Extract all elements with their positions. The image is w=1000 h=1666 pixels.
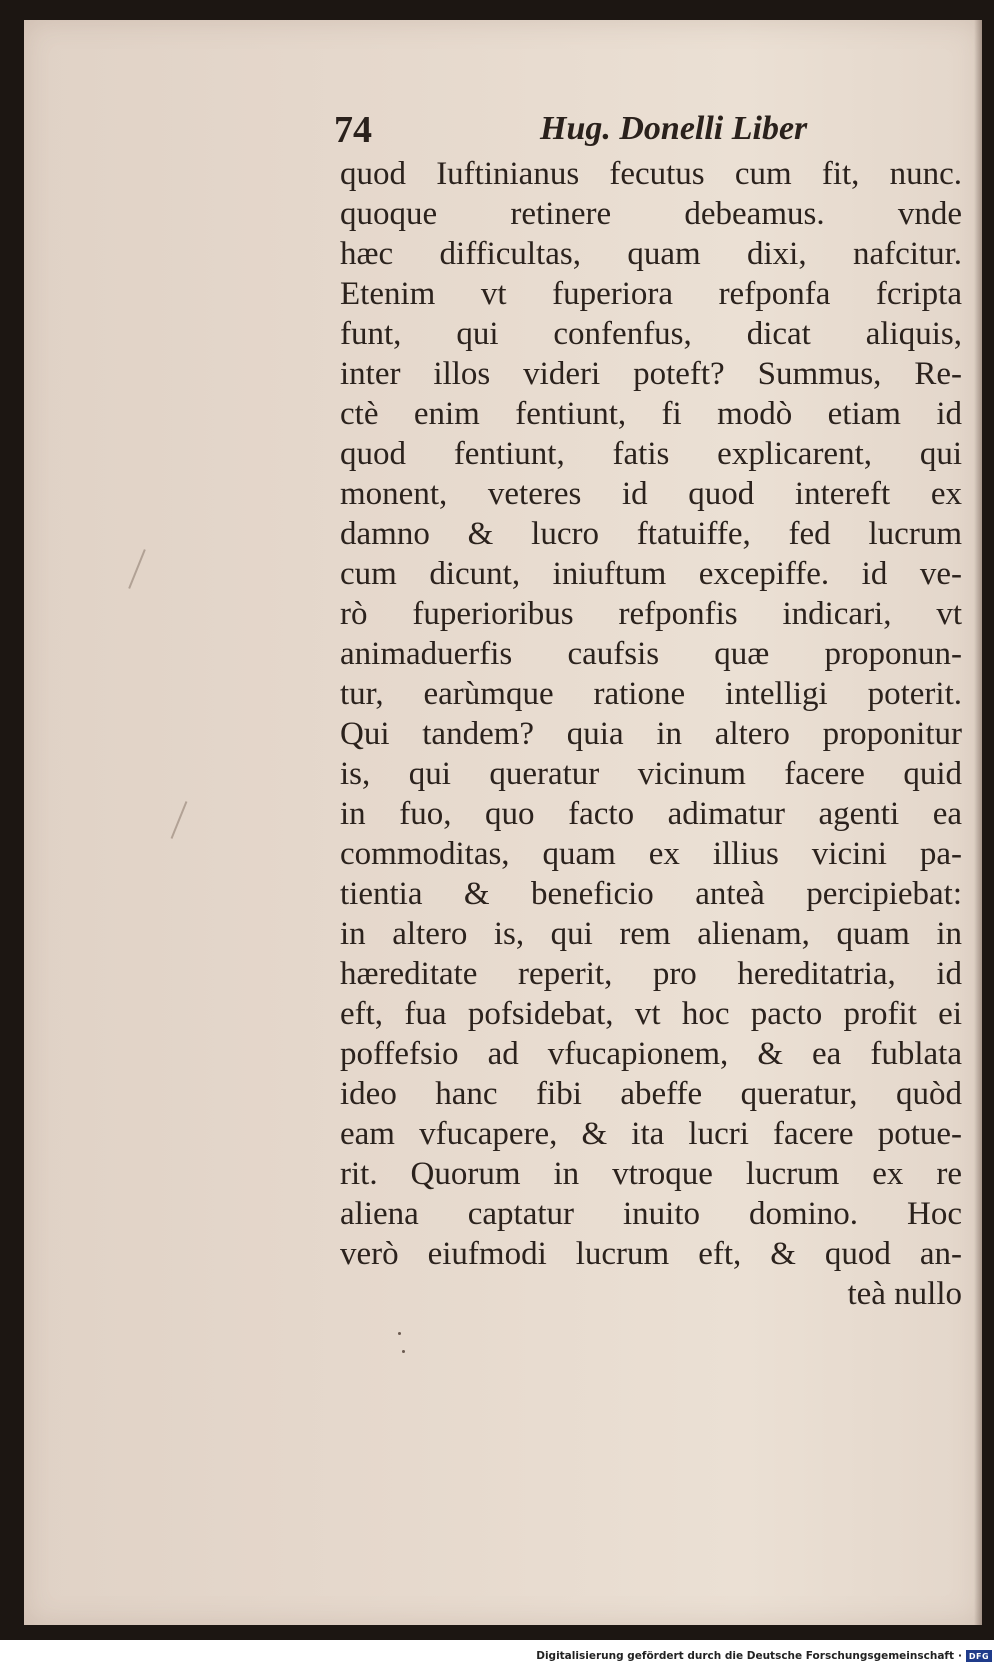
- text-line: verò eiufmodi lucrum eft, & quod an-: [340, 1236, 962, 1272]
- text-line: tientia & beneficio anteà percipiebat:: [340, 876, 962, 912]
- text-line: rò fuperioribus refponfis indicari, vt: [340, 596, 962, 632]
- text-line: ideo hanc fibi abeffe queratur, quòd: [340, 1076, 962, 1112]
- credit-text: Digitalisierung gefördert durch die Deutsche Forschungsgemeinschaft: [536, 1650, 954, 1662]
- stain-dot: [398, 1332, 401, 1335]
- text-line: Qui tandem? quia in altero proponitur: [340, 716, 962, 752]
- text-line: eft, fua pofsidebat, vt hoc pacto profit ei: [340, 996, 962, 1032]
- stain-dot: [402, 1350, 405, 1353]
- text-line: eam vfucapere, & ita lucri facere potue-: [340, 1116, 962, 1152]
- digitization-credit: [536, 1648, 992, 1664]
- text-line: inter illos videri poteft? Summus, Re-: [340, 356, 962, 392]
- text-line: Etenim vt fuperiora refponfa fcripta: [340, 276, 962, 312]
- text-line: aliena captatur inuito domino. Hoc: [340, 1196, 962, 1232]
- body-text: [340, 154, 962, 1314]
- text-line: quod fentiunt, fatis explicarent, qui: [340, 436, 962, 472]
- running-head: Hug. Donelli Liber: [540, 110, 808, 147]
- margin-pencil-mark: [128, 549, 146, 589]
- text-line: hæreditate reperit, pro hereditatria, id: [340, 956, 962, 992]
- text-line: tur, earùmque ratione intelligi poterit.: [340, 676, 962, 712]
- text-line: is, qui queratur vicinum facere quid: [340, 756, 962, 792]
- text-line: animaduerfis caufsis quæ proponun-: [340, 636, 962, 672]
- text-line: in altero is, qui rem alienam, quam in: [340, 916, 962, 952]
- page-number: 74: [334, 109, 372, 151]
- text-line: rit. Quorum in vtroque lucrum ex re: [340, 1156, 962, 1192]
- text-line: poffefsio ad vfucapionem, & ea fublata: [340, 1036, 962, 1072]
- margin-pencil-mark: [171, 801, 188, 839]
- text-line: monent, veteres id quod intereft ex: [340, 476, 962, 512]
- text-line: quod Iuftinianus fecutus cum fit, nunc.: [340, 156, 962, 192]
- catchword-line: teà nullo: [847, 1276, 962, 1312]
- text-line: commoditas, quam ex illius vicini pa-: [340, 836, 962, 872]
- page-header: [334, 108, 894, 154]
- book-page: [24, 20, 982, 1625]
- credit-separator: ·: [958, 1650, 962, 1662]
- text-line: damno & lucro ftatuiffe, fed lucrum: [340, 516, 962, 552]
- text-line: hæc difficultas, quam dixi, nafcitur.: [340, 236, 962, 272]
- page-edge-shadow: [974, 20, 982, 1625]
- dfg-logo: DFG: [966, 1650, 992, 1662]
- text-line: funt, qui confenfus, dicat aliquis,: [340, 316, 962, 352]
- text-line: cum dicunt, iniuftum excepiffe. id ve-: [340, 556, 962, 592]
- text-line: quoque retinere debeamus. vnde: [340, 196, 962, 232]
- text-line: ctè enim fentiunt, fi modò etiam id: [340, 396, 962, 432]
- text-line: in fuo, quo facto adimatur agenti ea: [340, 796, 962, 832]
